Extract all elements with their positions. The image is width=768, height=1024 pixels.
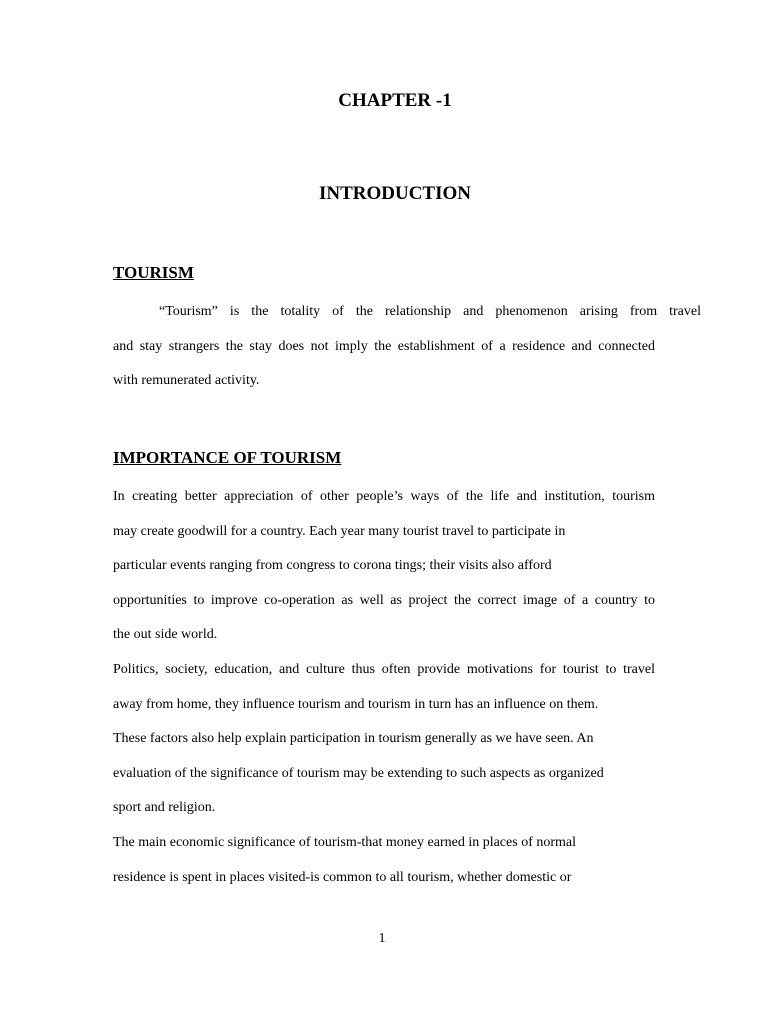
text-line: These factors also help explain participation in tourism generally as we have seen. An (113, 731, 594, 747)
tourism-paragraph (113, 295, 701, 399)
text-line: Politics, society, education, and culture thus often provide motivations for tourist to travel (113, 662, 655, 677)
text-line: away from home, they influence tourism and tourism in turn has an influence on them. (113, 696, 599, 712)
text-line: the out side world. (113, 627, 218, 643)
text-line: may create goodwill for a country. Each year many tourist travel to participate in (113, 523, 566, 539)
tourism-heading: TOURISM (113, 263, 194, 282)
text-line: evaluation of the significance of tourism may be extending to such aspects as organized (113, 765, 604, 781)
text-line: In creating better appreciation of other people’s ways of the life and institution, tourism (113, 489, 655, 504)
section-title: INTRODUCTION (318, 183, 472, 204)
text-line: The main economic significance of tourism-that money earned in places of normal (113, 835, 577, 850)
text-line: opportunities to improve co-operation as well as project the correct image of a country to (113, 592, 655, 608)
text-line: sport and religion. (113, 800, 216, 816)
page-number (0, 931, 768, 947)
importance-heading: IMPORTANCE OF TOURISM (113, 448, 342, 467)
importance-paragraph-1 (113, 480, 655, 653)
importance-paragraph-2 (113, 653, 655, 826)
importance-paragraph-3 (113, 826, 655, 895)
text-line: “Tourism” is the totality of the relationship and phenomenon arising from travel (159, 304, 701, 319)
chapter-title: CHAPTER -1 (338, 90, 452, 111)
text-line: with remunerated activity. (113, 373, 260, 389)
text-line: particular events ranging from congress to corona tings; their visits also afford (113, 558, 552, 574)
text-line: and stay strangers the stay does not imply the establishment of a residence and connected (113, 338, 655, 354)
text-line: residence is spent in places visited-is common to all tourism, whether domestic or (113, 869, 572, 885)
page-number-text: 1 (378, 931, 386, 946)
